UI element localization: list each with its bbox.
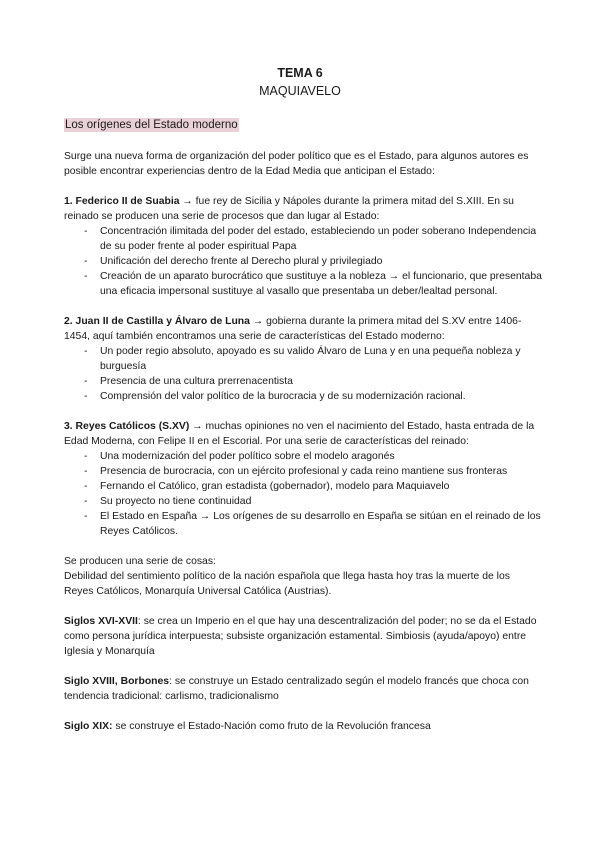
- siglo-xviii-heading: Siglo XVIII, Borbones: [64, 676, 170, 687]
- intro-paragraph: Surge una nueva forma de organización del poder político que es el Estado, para algunos autores es posible encontrar experiencias dentro de la Edad Media que anticipan el Estado:: [64, 151, 529, 177]
- page-title: TEMA 6: [277, 66, 323, 80]
- siglos-xvi-xvii-heading: Siglos XVI-XVII: [64, 616, 138, 627]
- section-heading: Los orígenes del Estado moderno: [65, 119, 238, 131]
- siglo-xviii-paragraph: Siglo XVIII, Borbones: se construye un Estado centralizado según el modelo francés que choca con tendencia tradicional: carlismo, tradicionalismo: [64, 676, 529, 702]
- federico-text: → fue rey de Sicilia y Nápoles durante la primera mitad del S.XIII. En su reinado se producen una serie de procesos que dan lugar al Estado:: [64, 196, 514, 222]
- list-item: - Una modernización del poder político sobre el modelo aragonés: [84, 451, 395, 462]
- list-item: - El Estado en España → Los orígenes de su desarrollo en España se sitúan en el reinado de los Reyes Católicos.: [84, 511, 541, 537]
- consequences-intro: Se producen una serie de cosas:: [64, 556, 216, 567]
- list-item: - Fernando el Católico, gran estadista (gobernador), modelo para Maquiavelo: [84, 481, 450, 492]
- list-item: - Concentración ilimitada del poder del estado, estableciendo un poder soberano Independencia de su poder frente al poder espiritual Papa: [84, 226, 537, 252]
- reyes-paragraph: [64, 419, 542, 449]
- list-item: - Presencia de una cultura prerrenacentista: [84, 376, 293, 387]
- juan-text: → gobierna durante la primera mitad del S.XV entre 1406-1454, aquí también encontramos una serie de características del Estado moderno:: [64, 316, 522, 342]
- siglo-xix-paragraph: Siglo XIX: se construye el Estado-Nación como fruto de la Revolución francesa: [64, 721, 431, 732]
- federico-list: [64, 224, 542, 299]
- list-item: - Unificación del derecho frente al Derecho plural y privilegiado: [84, 256, 383, 267]
- consequences-text: Debilidad del sentimiento político de la nación española que llega hasta hoy tras la muerte de los Reyes Católicos, Monarquía Universal Católica (Austrias).: [64, 571, 510, 597]
- reyes-list: [64, 449, 542, 539]
- list-item: - Comprensión del valor político de la burocracia y de su modernización racional.: [84, 391, 466, 402]
- federico-heading: 1. Federico II de Suabia: [64, 196, 180, 207]
- list-item: - Creación de un aparato burocrático que sustituye a la nobleza → el funcionario, que presentaba una eficacia impersonal sustituye al vasallo que presentaba un deber/lealtad personal.: [84, 271, 542, 297]
- juan-list: [64, 344, 542, 404]
- reyes-text: → muchas opiniones no ven el nacimiento del Estado, hasta entrada de la Edad Moderna, con Felipe II en el Escorial. Por una serie de características del reinado:: [64, 421, 535, 447]
- document-body: [64, 118, 542, 734]
- juan-paragraph: [64, 314, 542, 344]
- juan-heading: 2. Juan II de Castilla y Álvaro de Luna: [64, 316, 250, 327]
- list-item: - Un poder regio absoluto, apoyado es su valido Álvaro de Luna y en una pequeña nobleza y burguesía: [84, 346, 521, 372]
- siglo-xix-heading: Siglo XIX:: [64, 721, 113, 732]
- federico-paragraph: [64, 194, 542, 224]
- list-item: - Presencia de burocracia, con un ejército profesional y cada reino mantiene sus fronteras: [84, 466, 508, 477]
- page-subtitle: MAQUIAVELO: [259, 84, 341, 98]
- list-item: - Su proyecto no tiene continuidad: [84, 496, 252, 507]
- siglos-xvi-xvii-paragraph: Siglos XVI-XVII: se crea un Imperio en el que hay una descentralización del poder; no se da el Estado como persona jurídica interpuesta; subsiste organización estamental. Simbiosis (ayuda/apoyo) entre Iglesia y Monarquía: [64, 616, 537, 657]
- reyes-heading: 3. Reyes Católicos (S.XV): [64, 421, 190, 432]
